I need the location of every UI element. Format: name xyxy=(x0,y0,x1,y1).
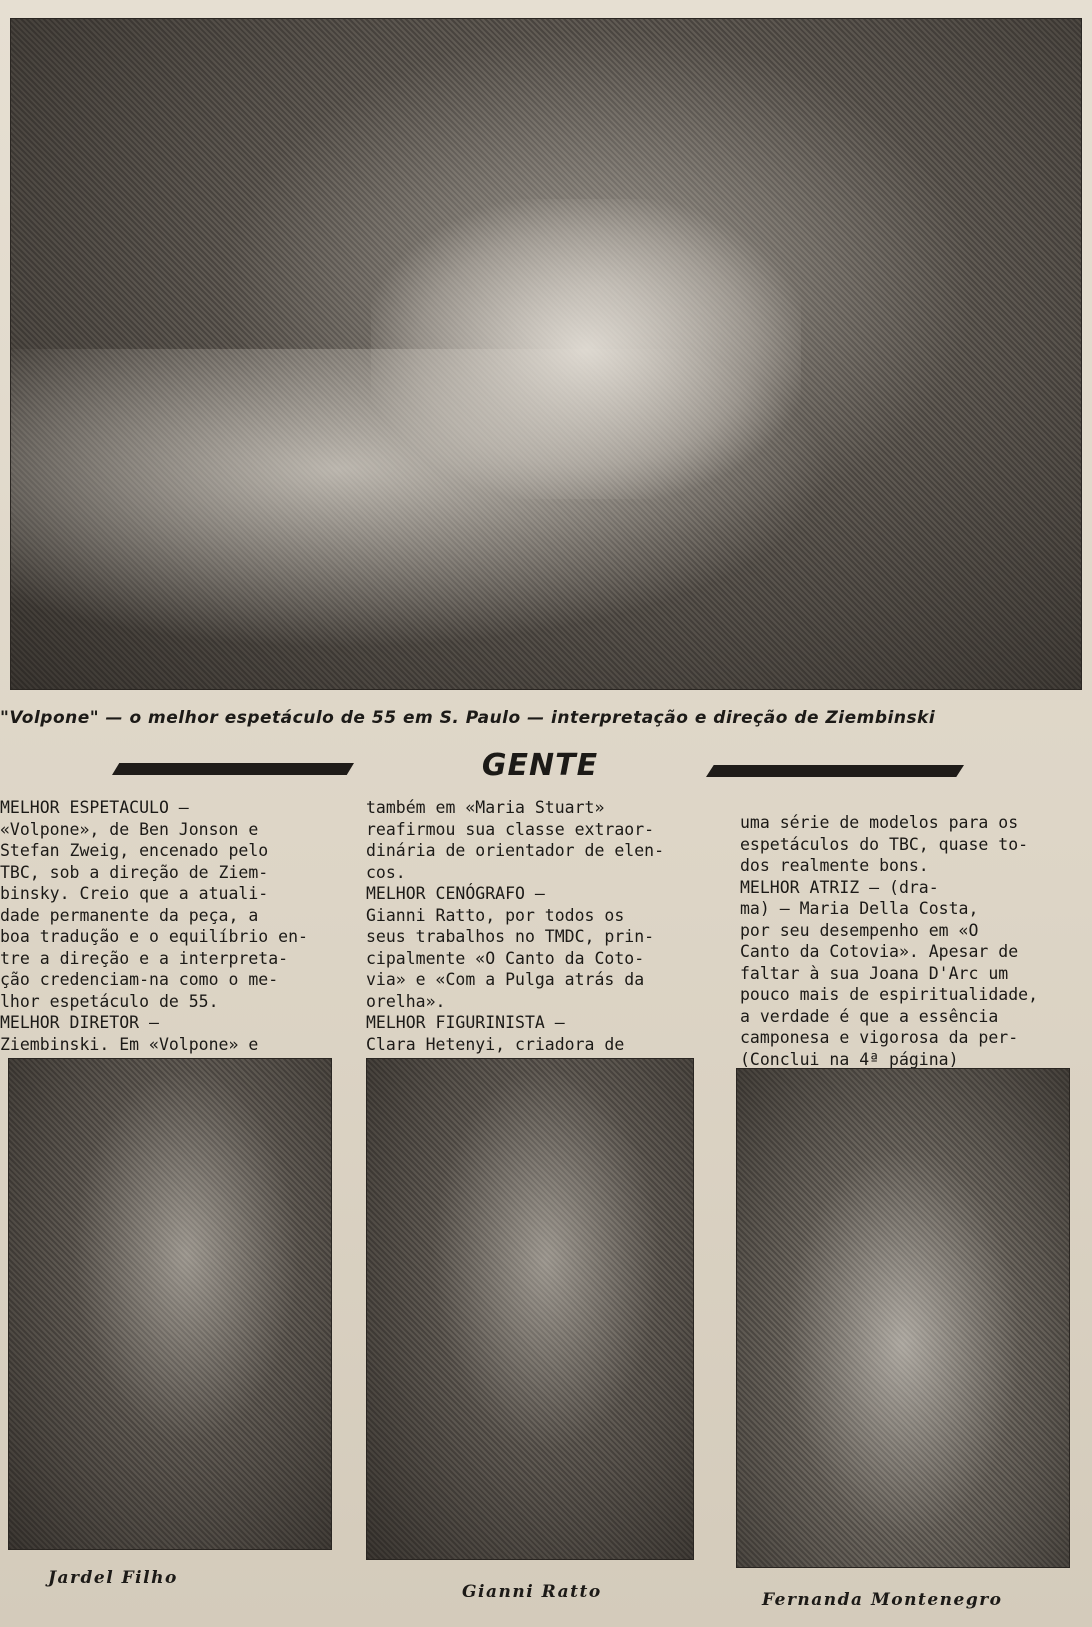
column-line: TBC, sob a direção de Ziem- xyxy=(0,862,269,882)
column-line: dade permanente da peça, a xyxy=(0,905,259,925)
column-line: espetáculos do TBC, quase to- xyxy=(740,834,1029,854)
main-photo-caption: "Volpone" — o melhor espetáculo de 55 em S. Paulo — interpretação e direção de Ziembinski xyxy=(0,708,936,728)
column-line: faltar à sua Joana D'Arc um xyxy=(740,963,1009,983)
portrait-caption: Jardel Filho xyxy=(48,1568,178,1588)
column-line: MELHOR CENÓGRAFO — xyxy=(366,884,545,903)
column-line: seus trabalhos no TMDC, prin- xyxy=(366,927,655,946)
column-line: Ziembinski. Em «Volpone» e xyxy=(0,1034,259,1054)
column-line: (Conclui na 4ª página) xyxy=(740,1049,959,1069)
column-line: Gianni Ratto, por todos os xyxy=(366,905,625,925)
column-line: dos realmente bons. xyxy=(740,856,929,875)
column-line: a verdade é que a essência xyxy=(740,1006,999,1026)
column-line: ção credenciam-na como o me- xyxy=(0,970,279,989)
column-line: via» e «Com a Pulga atrás da xyxy=(366,970,645,989)
column-line: MELHOR ESPETACULO — xyxy=(0,798,189,817)
column-line: Stefan Zweig, encenado pelo xyxy=(0,841,269,860)
portrait-photo-jardel-filho xyxy=(8,1058,332,1550)
column-line: reafirmou sua classe extraor- xyxy=(366,819,655,839)
column-line: Canto da Cotovia». Apesar de xyxy=(740,942,1019,961)
main-photo-volpone xyxy=(10,18,1082,690)
column-line: cipalmente «O Canto da Coto- xyxy=(366,948,645,968)
column-line: por seu desempenho em «O xyxy=(740,920,979,940)
column-line: tre a direção e a interpreta- xyxy=(0,948,289,968)
portrait-photo-fernanda-montenegro xyxy=(736,1068,1070,1568)
column-line: uma série de modelos para os xyxy=(740,813,1019,832)
headline-rule-right xyxy=(706,765,964,777)
headline-rule-left xyxy=(112,763,354,775)
portrait-caption: Gianni Ratto xyxy=(462,1582,602,1602)
column-line: cos. xyxy=(366,862,406,882)
column-line: camponesa e vigorosa da per- xyxy=(740,1028,1019,1047)
article-column-2 xyxy=(366,797,706,1054)
column-line: MELHOR ATRIZ — (dra- xyxy=(740,877,939,897)
column-line: MELHOR DIRETOR — xyxy=(0,1013,159,1032)
column-line: «Volpone», de Ben Jonson e xyxy=(0,819,259,839)
section-headline: GENTE xyxy=(481,748,599,783)
column-line: pouco mais de espiritualidade, xyxy=(740,985,1039,1004)
portrait-photo-gianni-ratto xyxy=(366,1058,694,1560)
column-line: também em «Maria Stuart» xyxy=(366,798,605,817)
column-line: orelha». xyxy=(366,991,446,1011)
portrait-caption: Fernanda Montenegro xyxy=(762,1590,1003,1610)
column-line: boa tradução e o equilíbrio en- xyxy=(0,927,308,946)
article-column-3 xyxy=(740,812,1080,1069)
column-line: lhor espetáculo de 55. xyxy=(0,991,219,1011)
column-line: MELHOR FIGURINISTA — xyxy=(366,1013,565,1032)
column-line: dinária de orientador de elen- xyxy=(366,841,665,860)
column-line: Clara Hetenyi, criadora de xyxy=(366,1034,625,1054)
article-column-1 xyxy=(0,797,340,1054)
column-line: ma) — Maria Della Costa, xyxy=(740,899,979,918)
column-line: binsky. Creio que a atuali- xyxy=(0,884,269,903)
